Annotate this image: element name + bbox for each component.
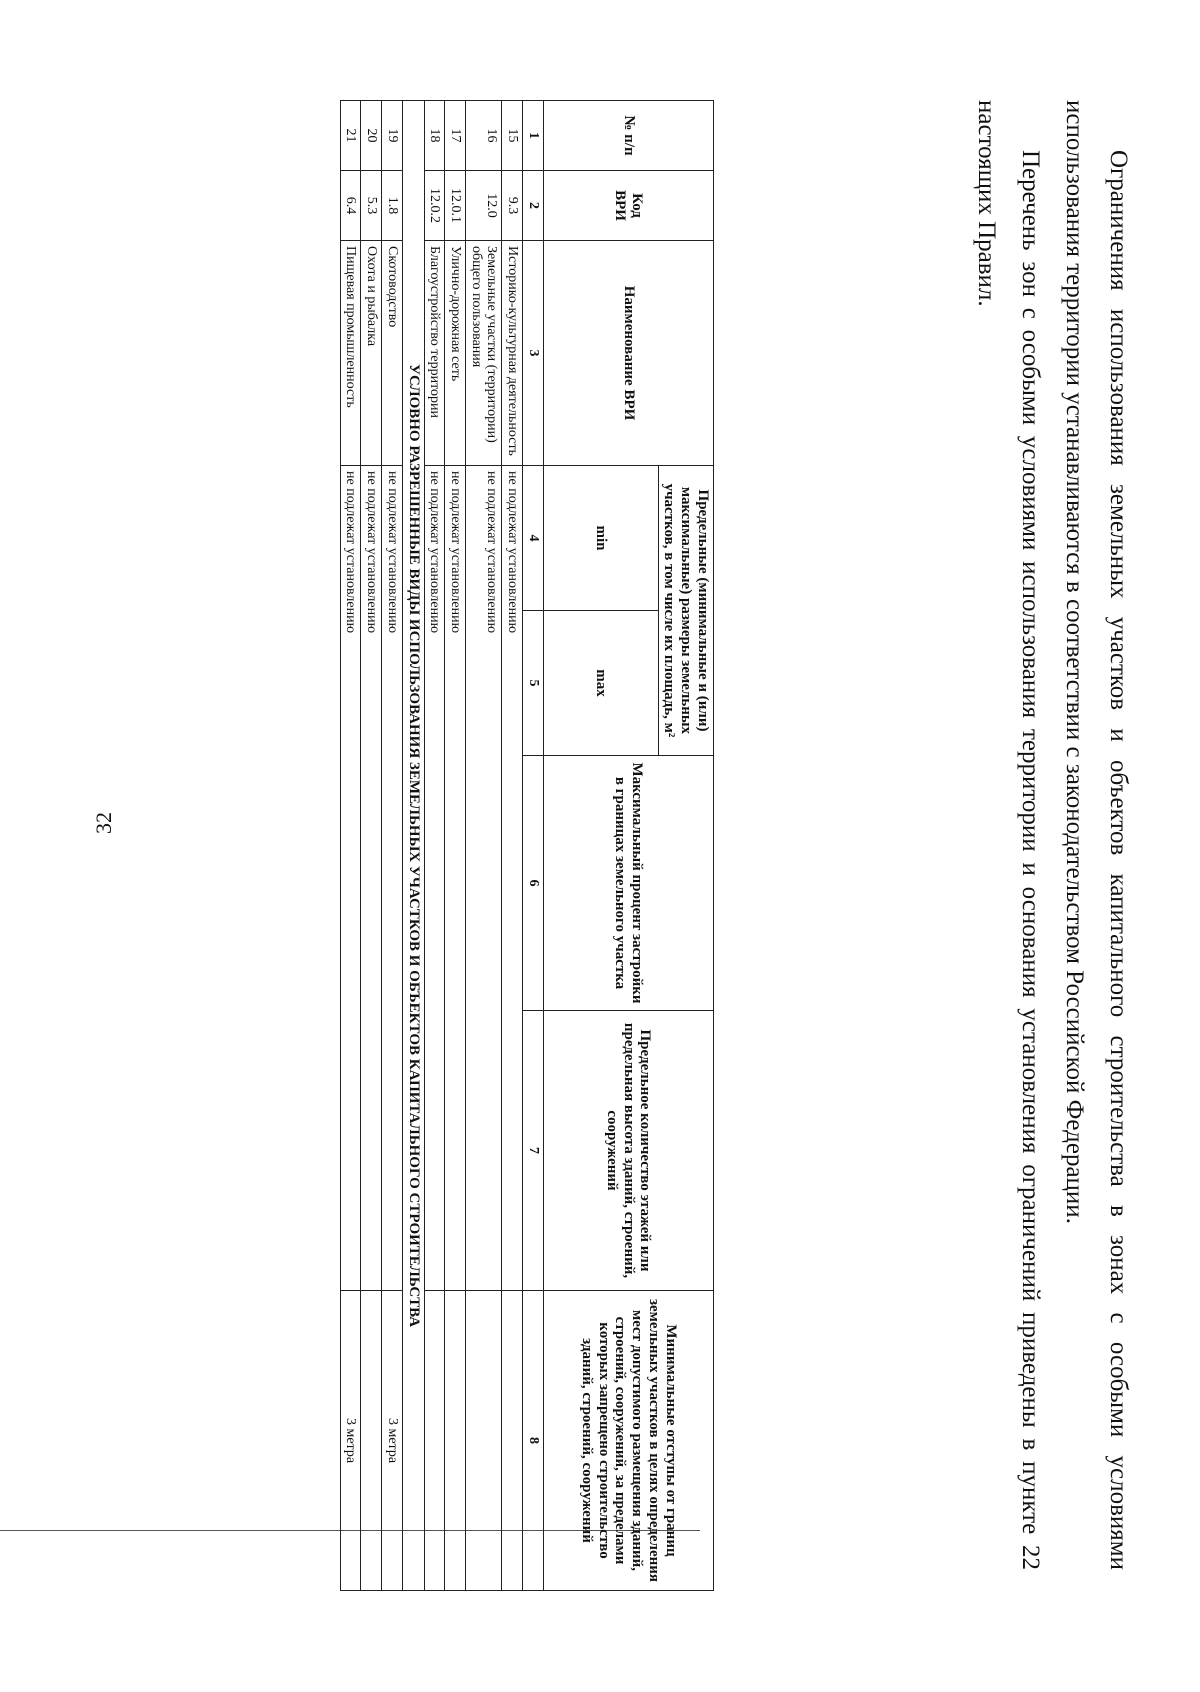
row-name: Скотоводство: [382, 241, 403, 466]
paragraph-zones-list: Перечень зон с особыми условиями использования территории и основания установления ограничений приведены в пункте 22 настоящих Правил.: [973, 100, 1044, 1570]
table-row: [445, 101, 466, 1591]
table-row: [382, 101, 403, 1591]
header-setbacks: Минимальные отступы от границ земельных участков в целях определения мест допустимого размещения зданий, строений, сооружений, за пределами которых запрещено строительство зданий, строений, сооружений: [543, 1291, 713, 1591]
header-floors: Предельное количество этажей или предельная высота зданий, строений, сооружений: [543, 1011, 713, 1291]
header-row-1: [658, 101, 713, 1591]
row-code: 6.4: [340, 171, 361, 241]
row-not-set: не подлежат установлению: [340, 466, 361, 1291]
row-num: 17: [445, 101, 466, 171]
column-number: 7: [522, 1011, 543, 1291]
row-not-set: не подлежат установлению: [465, 466, 501, 1291]
row-name: Благоустройство территории: [424, 241, 445, 466]
page-number: 32: [91, 812, 116, 834]
row-setback: 3 метра: [382, 1291, 403, 1591]
column-number: 4: [522, 466, 543, 611]
column-number: 5: [522, 611, 543, 756]
row-name: Пищевая промышленность: [340, 241, 361, 466]
row-setback: [445, 1291, 466, 1591]
row-code: 12.0.1: [445, 171, 466, 241]
header-code: Код ВРИ: [543, 171, 713, 241]
row-setback: [361, 1291, 382, 1591]
row-setback: [465, 1291, 501, 1591]
row-num: 18: [424, 101, 445, 171]
row-not-set: не подлежат установлению: [424, 466, 445, 1291]
table-row: [424, 101, 445, 1591]
table-row: [502, 101, 523, 1591]
row-not-set: не подлежат установлению: [361, 466, 382, 1291]
table-row: [361, 101, 382, 1591]
table-row: [465, 101, 501, 1591]
row-num: 19: [382, 101, 403, 171]
row-num: 20: [361, 101, 382, 171]
row-name: Охота и рыбалка: [361, 241, 382, 466]
row-name: Историко-культурная деятельность: [502, 241, 523, 466]
section-title: УСЛОВНО РАЗРЕШЕННЫЕ ВИДЫ ИСПОЛЬЗОВАНИЯ ЗЕМЕЛЬНЫХ УЧАСТКОВ И ОБЪЕКТОВ КАПИТАЛЬНОГО СТРОИТЕЛЬСТВА: [402, 101, 424, 1591]
header-min: min: [543, 466, 658, 611]
body-text: [964, 100, 1140, 1570]
table-row: [340, 101, 361, 1591]
header-sizes: Предельные (минимальные и (или) максимальные) размеры земельных участков, в том числе их площадь, м²: [658, 466, 713, 756]
column-numbers-row: [522, 101, 543, 1591]
header-max: max: [543, 611, 658, 756]
header-name: Наименование ВРИ: [543, 241, 713, 466]
column-number: 6: [522, 756, 543, 1011]
row-code: 12.0.2: [424, 171, 445, 241]
row-setback: [424, 1291, 445, 1591]
section-row: [402, 101, 424, 1591]
row-name: Земельные участки (территории) общего пользования: [465, 241, 501, 466]
column-number: 1: [522, 101, 543, 171]
column-number: 3: [522, 241, 543, 466]
row-num: 21: [340, 101, 361, 171]
row-setback: [502, 1291, 523, 1591]
row-not-set: не подлежат установлению: [382, 466, 403, 1291]
row-code: 12.0: [465, 171, 501, 241]
row-code: 1.8: [382, 171, 403, 241]
column-number: 8: [522, 1291, 543, 1591]
row-num: 16: [465, 101, 501, 171]
regulations-table: [340, 100, 714, 1591]
header-build-percent: Максимальный процент застройки в границах земельного участка: [543, 756, 713, 1011]
row-not-set: не подлежат установлению: [502, 466, 523, 1291]
row-num: 15: [502, 101, 523, 171]
column-number: 2: [522, 171, 543, 241]
row-code: 9.3: [502, 171, 523, 241]
row-code: 5.3: [361, 171, 382, 241]
paragraph-restrictions: Ограничения использования земельных участков и объектов капитального строительства в зонах с особыми условиями использования территории устанавливаются в соответствии с законодательством Российской Федерации.: [1061, 100, 1132, 1570]
row-setback: 3 метра: [340, 1291, 361, 1591]
row-name: Улично-дорожная сеть: [445, 241, 466, 466]
header-num: № п/п: [543, 101, 713, 171]
row-not-set: не подлежат установлению: [445, 466, 466, 1291]
